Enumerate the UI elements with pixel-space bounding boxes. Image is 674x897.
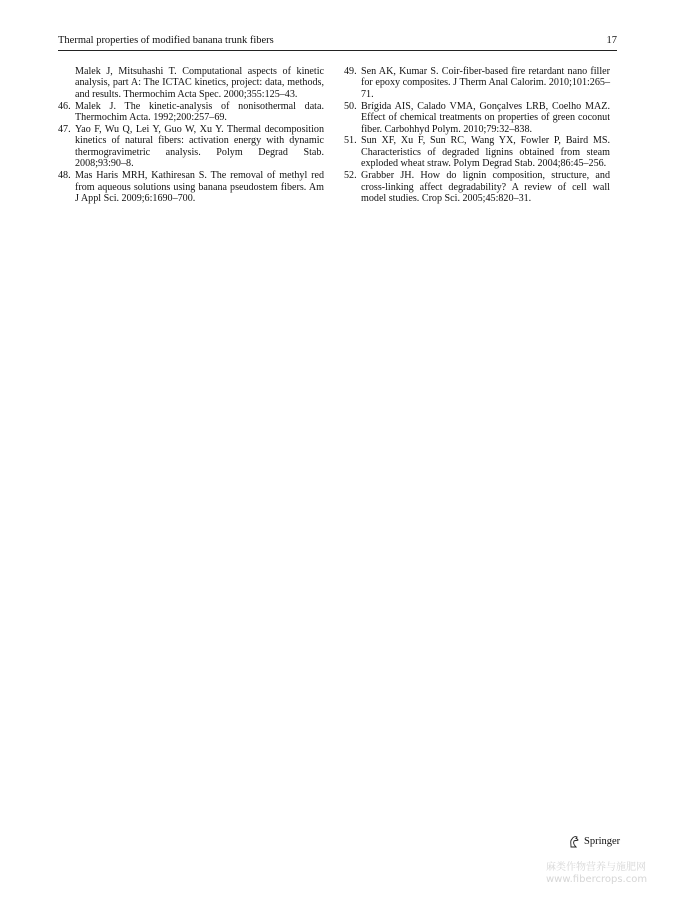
reference-continuation: Malek J, Mitsuhashi T. Computational aspects of kinetic analysis, part A: The ICTAC kinetics, project: data, methods, and results. Thermochim Acta Spec. 2000;355:125–43. (75, 66, 324, 100)
reference-item (58, 124, 324, 170)
reference-number: 48. (58, 170, 71, 182)
reference-item (344, 101, 610, 135)
reference-number: 52. (344, 170, 357, 182)
references-right-column (344, 66, 610, 205)
reference-number: 49. (344, 66, 357, 77)
watermark-url: www.fibercrops.com (546, 874, 648, 885)
references-left-column (58, 66, 324, 205)
reference-item (344, 170, 610, 204)
reference-text: Mas Haris MRH, Kathiresan S. The removal of methyl red from aqueous solutions using banana pseudostem fibers. Am J Appl Sci. 2009;6:1690–700. (75, 170, 324, 204)
reference-text: Grabber JH. How do lignin composition, structure, and cross-linking affect degradability? A review of cell wall model studies. Crop Sci. 2005;45:820–31. (361, 170, 610, 204)
reference-text: Yao F, Wu Q, Lei Y, Guo W, Xu Y. Thermal decomposition kinetics of natural fibers: activation energy with dynamic thermogravimetric analysis. Polym Degrad Stab. 2008;93:90–8. (75, 124, 324, 170)
reference-item (344, 135, 610, 169)
reference-text: Sun XF, Xu F, Sun RC, Wang YX, Fowler P, Baird MS. Characteristics of degraded lignins obtained from steam exploded wheat straw. Polym Degrad Stab. 2004;86:45–256. (361, 135, 610, 170)
page-header (58, 34, 617, 48)
reference-text: Sen AK, Kumar S. Coir-fiber-based fire retardant nano filler for epoxy composites. J Therm Anal Calorim. 2010;101:265–71. (361, 66, 610, 100)
reference-number: 46. (58, 100, 71, 112)
watermark-line: 麻类作物营养与施肥网 (546, 862, 646, 873)
reference-text: Brígida AIS, Calado VMA, Gonçalves LRB, Coelho MAZ. Effect of chemical treatments on properties of green coconut fiber. Carbohhyd Polym. 2010;79:32–838. (361, 100, 610, 135)
reference-number: 51. (344, 135, 357, 147)
reference-number: 50. (344, 100, 357, 112)
reference-item (344, 66, 610, 100)
reference-number: 47. (58, 124, 71, 136)
reference-item (58, 101, 324, 124)
watermark (546, 862, 647, 886)
header-rule (58, 50, 617, 51)
page-number: 17 (606, 35, 617, 46)
publisher-logo (568, 835, 620, 848)
springer-horse-icon (568, 835, 580, 848)
reference-text: Malek J. The kinetic-analysis of nonisothermal data. Thermochim Acta. 1992;200:257–69. (75, 100, 324, 124)
reference-item (58, 170, 324, 204)
publisher-name: Springer (584, 836, 621, 847)
running-title: Thermal properties of modified banana trunk fibers (58, 35, 274, 46)
